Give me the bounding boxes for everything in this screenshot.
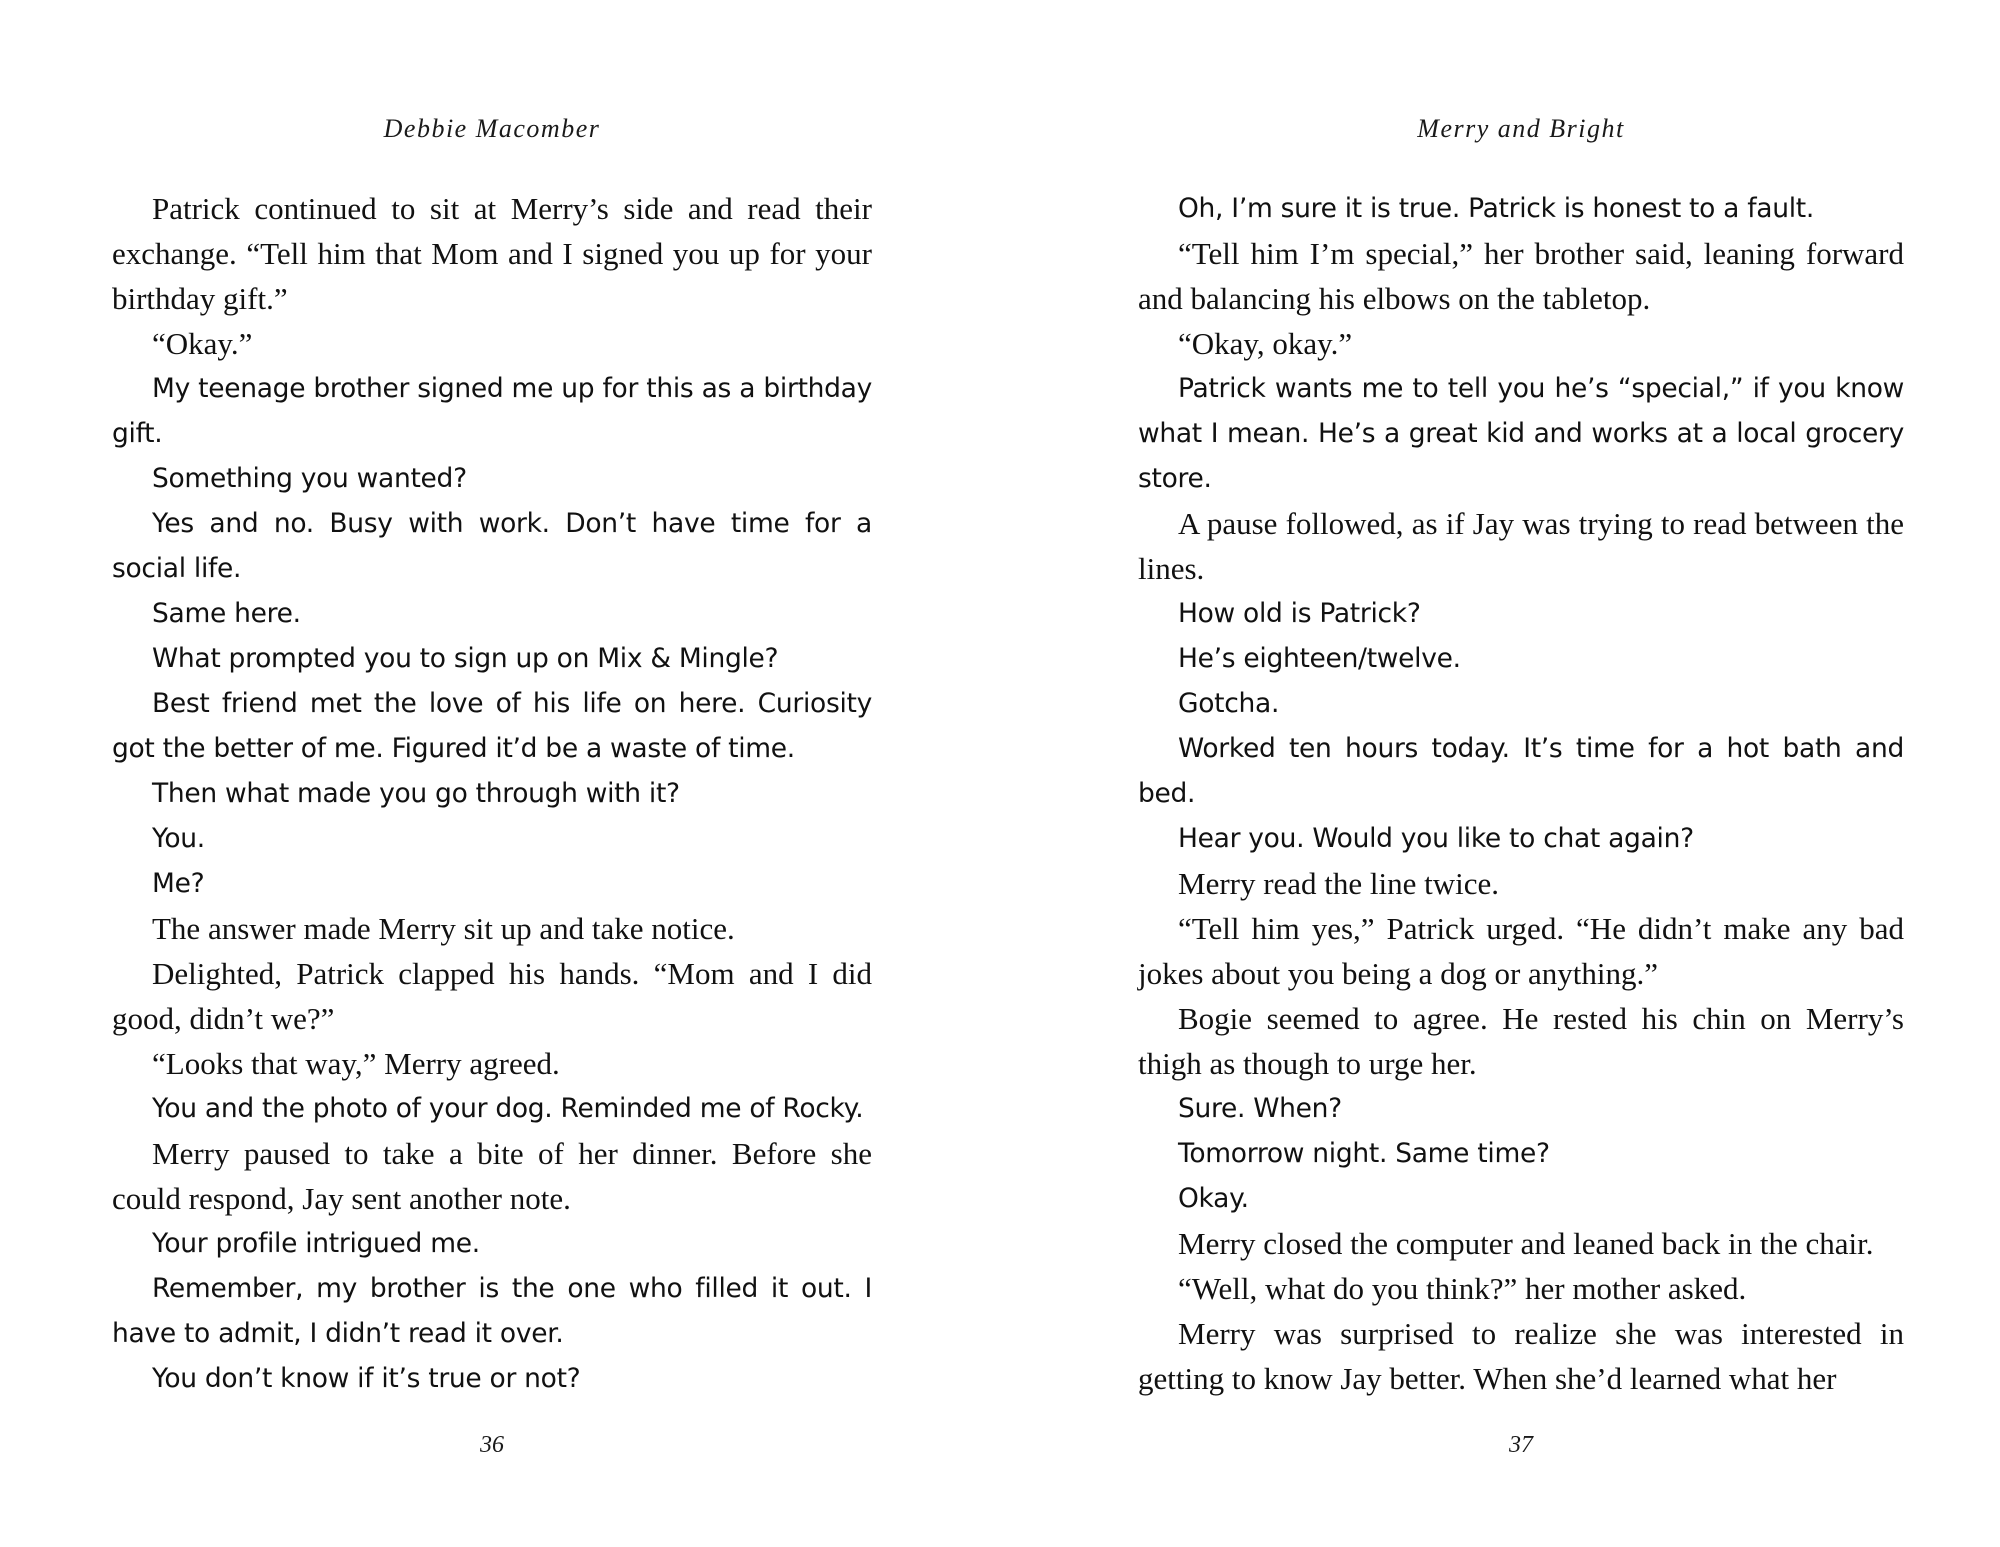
paragraph: “Okay.”: [152, 326, 253, 361]
paragraph: “Tell him I’m special,” her brother said, leaning forward and balancing his elbows on the tabletop.: [1138, 236, 1904, 316]
running-head-title: Merry and Bright: [1417, 114, 1625, 143]
chat-message: Oh, I’m sure it is true. Patrick is honest to a fault.: [1178, 193, 1814, 224]
chat-message: Then what made you go through with it?: [152, 778, 680, 809]
chat-message: Gotcha.: [1178, 688, 1280, 719]
running-head-author: Debbie Macomber: [383, 114, 601, 143]
page-number: 37: [1509, 1432, 1533, 1458]
chat-message: Me?: [152, 868, 205, 899]
paragraph: The answer made Merry sit up and take notice.: [152, 911, 735, 946]
chat-message: Worked ten hours today. It’s time for a hot bath and bed.: [1138, 733, 1904, 809]
chat-message: Sure. When?: [1178, 1093, 1342, 1124]
chat-message: What prompted you to sign up on Mix & Mingle?: [152, 643, 779, 674]
paragraph: Merry closed the computer and leaned back in the chair.: [1178, 1226, 1874, 1261]
paragraph: Merry was surprised to realize she was interested in getting to know Jay better. When she’d learned what her: [1138, 1316, 1904, 1396]
left-page: [112, 0, 872, 1547]
left-page-body: [112, 186, 872, 1401]
chat-message: He’s eighteen/twelve.: [1178, 643, 1461, 674]
paragraph: Delighted, Patrick clapped his hands. “Mom and I did good, didn’t we?”: [112, 956, 872, 1036]
paragraph: “Okay, okay.”: [1178, 326, 1353, 361]
chat-message: Your profile intrigued me.: [152, 1228, 480, 1259]
paragraph: “Well, what do you think?” her mother asked.: [1178, 1271, 1747, 1306]
right-page-body: [1138, 186, 1904, 1401]
chat-message: You don’t know if it’s true or not?: [152, 1363, 581, 1394]
chat-message: You.: [152, 823, 205, 854]
chat-message: Yes and no. Busy with work. Don’t have time for a social life.: [112, 508, 872, 584]
paragraph: Merry paused to take a bite of her dinner. Before she could respond, Jay sent another note.: [112, 1136, 872, 1216]
chat-message: Best friend met the love of his life on here. Curiosity got the better of me. Figured it’d be a waste of time.: [112, 688, 872, 764]
paragraph: Merry read the line twice.: [1178, 866, 1500, 901]
chat-message: Remember, my brother is the one who filled it out. I have to admit, I didn’t read it over.: [112, 1273, 872, 1349]
right-page: [1138, 0, 1904, 1547]
paragraph: “Tell him yes,” Patrick urged. “He didn’t make any bad jokes about you being a dog or anything.”: [1138, 911, 1904, 991]
chat-message: Tomorrow night. Same time?: [1178, 1138, 1550, 1169]
chat-message: Same here.: [152, 598, 301, 629]
paragraph: “Looks that way,” Merry agreed.: [152, 1046, 560, 1081]
chat-message: You and the photo of your dog. Reminded me of Rocky.: [152, 1093, 864, 1124]
chat-message: Something you wanted?: [152, 463, 467, 494]
paragraph: Patrick continued to sit at Merry’s side and read their exchange. “Tell him that Mom and I signed you up for your birthday gift.”: [112, 191, 872, 316]
paragraph: Bogie seemed to agree. He rested his chin on Merry’s thigh as though to urge her.: [1138, 1001, 1904, 1081]
chat-message: Okay.: [1178, 1183, 1249, 1214]
chat-message: Hear you. Would you like to chat again?: [1178, 823, 1694, 854]
chat-message: Patrick wants me to tell you he’s “special,” if you know what I mean. He’s a great kid and works at a local grocery store.: [1138, 373, 1904, 494]
page-number: 36: [480, 1432, 504, 1458]
chat-message: How old is Patrick?: [1178, 598, 1421, 629]
chat-message: My teenage brother signed me up for this as a birthday gift.: [112, 373, 872, 449]
paragraph: A pause followed, as if Jay was trying to read between the lines.: [1138, 506, 1904, 586]
